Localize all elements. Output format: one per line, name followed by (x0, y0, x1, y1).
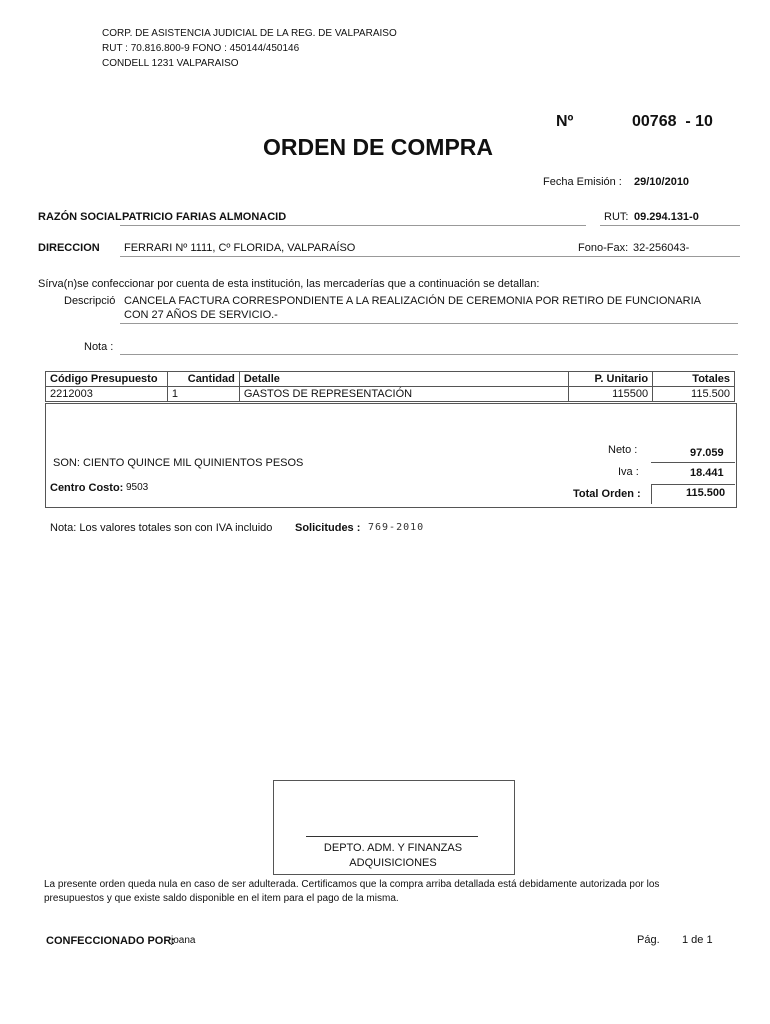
cell-code: 2212003 (46, 387, 168, 402)
signature-unit: ADQUISICIONES (349, 857, 437, 869)
table-row (46, 387, 735, 402)
supplier-name-underline (120, 225, 586, 226)
total-label: Total Orden : (573, 488, 641, 500)
description-line-2: CON 27 AÑOS DE SERVICIO.- (124, 309, 278, 321)
col-header-code: Código Presupuesto (46, 372, 168, 387)
cost-center: 9503 (126, 482, 149, 493)
page-number: 1 de 1 (682, 934, 713, 946)
supplier-phone-label: Fono-Fax: (578, 242, 629, 254)
col-header-unit-price: P. Unitario (569, 372, 653, 387)
nota-underline (120, 354, 738, 355)
requests-label: Solicitudes : (295, 522, 361, 534)
supplier-address: FERRARI Nº 1111, Cº FLORIDA, VALPARAÍSO (124, 242, 356, 254)
neto-label: Neto : (608, 444, 638, 456)
items-table (45, 371, 735, 402)
table-header-row (46, 372, 735, 387)
neto-divider (651, 462, 735, 463)
prepared-by-label: CONFECCIONADO POR: (46, 935, 175, 947)
cost-center-label: Centro Costo: (50, 482, 124, 494)
requests-value: 769-2010 (368, 522, 425, 533)
cell-total: 115.500 (653, 387, 735, 402)
supplier-address-underline (120, 256, 586, 257)
page-label: Pág. (637, 934, 660, 946)
org-name: CORP. DE ASISTENCIA JUDICIAL DE LA REG. DE VALPARAISO (102, 28, 397, 39)
supplier-name-label: RAZÓN SOCIAL (38, 211, 122, 223)
col-header-detail: Detalle (239, 372, 568, 387)
date-label: Fecha Emisión : (543, 176, 622, 188)
supplier-address-label: DIRECCION (38, 242, 100, 254)
request-intro: Sírva(n)se confeccionar por cuenta de esta institución, las mercaderías que a continuación se detallan: (38, 278, 540, 290)
order-number: 00768 - 10 (632, 113, 713, 130)
iva-note: Nota: Los valores totales son con IVA incluido (50, 522, 273, 534)
supplier-rut: 09.294.131-0 (634, 211, 699, 223)
total-value: 115.500 (686, 487, 726, 499)
neto-value: 97.059 (690, 447, 724, 459)
supplier-rut-label: RUT: (604, 211, 629, 223)
description-underline (120, 323, 738, 324)
iva-label: Iva : (618, 466, 639, 478)
order-number-label: Nº (556, 113, 574, 130)
org-rut-phone: RUT : 70.816.800-9 FONO : 450144/450146 (102, 43, 300, 54)
signature-line (306, 836, 478, 837)
col-header-qty: Cantidad (167, 372, 239, 387)
description-line-1: CANCELA FACTURA CORRESPONDIENTE A LA REALIZACIÓN DE CEREMONIA POR RETIRO DE FUNCIONARIA (124, 295, 702, 307)
nota-label: Nota : (84, 341, 114, 353)
total-cell-border (651, 484, 736, 504)
supplier-name: PATRICIO FARIAS ALMONACID (122, 211, 287, 223)
org-address: CONDELL 1231 VALPARAISO (102, 58, 239, 69)
amount-in-words: SON: CIENTO QUINCE MIL QUINIENTOS PESOS (53, 457, 304, 469)
col-header-totals: Totales (653, 372, 735, 387)
disclaimer-line-2: presupuestos y que existe saldo disponible en el item para el pago de la misma. (44, 893, 399, 904)
cell-unit-price: 115500 (569, 387, 653, 402)
prepared-by: joana (171, 935, 196, 946)
supplier-rut-underline (600, 225, 740, 226)
cell-qty: 1 (167, 387, 239, 402)
page-title: ORDEN DE COMPRA (263, 134, 494, 160)
issue-date: 29/10/2010 (634, 176, 690, 188)
supplier-phone: 32-256043- (633, 242, 690, 254)
iva-value: 18.441 (690, 467, 724, 479)
disclaimer-line-1: La presente orden queda nula en caso de ser adulterada. Certificamos que la compra arriba detallada está debidamente autorizada por los (44, 879, 660, 890)
cell-detail: GASTOS DE REPRESENTACIÓN (239, 387, 568, 402)
signature-dept: DEPTO. ADM. Y FINANZAS (323, 842, 463, 854)
supplier-phone-underline (578, 256, 740, 257)
description-label: Descripció (64, 295, 116, 307)
